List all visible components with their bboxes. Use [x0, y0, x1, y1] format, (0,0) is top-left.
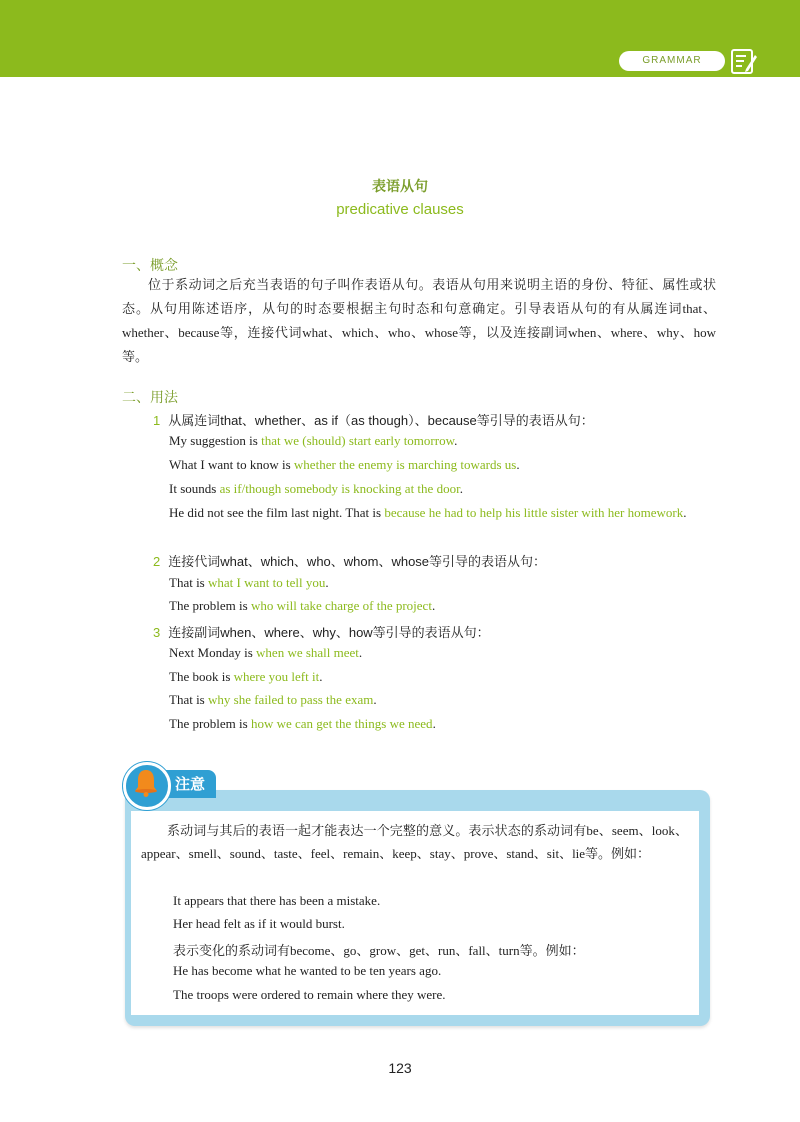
example-sentence: The book is where you left it.	[169, 669, 323, 684]
page-number: 123	[388, 1060, 412, 1076]
note-line: 表示变化的系动词有become、go、grow、get、run、fall、turn等。例如：	[173, 943, 585, 958]
example-sentence: He did not see the film last night. That is because he had to help his little sister with her homework.	[169, 505, 687, 520]
notepad-pencil-icon	[730, 47, 758, 75]
group-number: 1	[153, 413, 161, 428]
usage-group-3-title: 3 连接副词when、where、why、how等引导的表语从句：	[153, 625, 490, 640]
page-subtitle: predicative clauses	[336, 201, 464, 218]
example-sentence: That is what I want to tell you.	[169, 575, 329, 590]
note-line: It appears that there has been a mistake.	[173, 893, 381, 908]
usage-group-1-title: 1 从属连词that、whether、as if（as though）、because等引导的表语从句：	[153, 413, 594, 428]
note-label: 注意	[175, 775, 206, 793]
bell-icon	[132, 768, 160, 798]
note-line: Her head felt as if it would burst.	[173, 916, 345, 931]
usage-group-2-title: 2 连接代词what、which、who、whom、whose等引导的表语从句：	[153, 554, 547, 569]
note-line: He has become what he wanted to be ten years ago.	[173, 963, 442, 978]
example-sentence: What I want to know is whether the enemy is marching towards us.	[169, 457, 520, 472]
example-sentence: That is why she failed to pass the exam.	[169, 692, 377, 707]
concept-heading: 一、概念	[122, 258, 178, 274]
usage-heading: 二、用法	[122, 390, 178, 406]
example-sentence: Next Monday is when we shall meet.	[169, 645, 363, 660]
concept-paragraph: 位于系动词之后充当表语的句子叫作表语从句。表语从句用来说明主语的身份、特征、属性或状态。从句用陈述语序，从句的时态要根据主句时态和句意确定。引导表语从句的有从属连词that、whether、because等，连接代词what、which、who、whose等，以及连接副词when、where、why、how等。	[122, 277, 716, 364]
note-intro: 系动词与其后的表语一起才能表达一个完整的意义。表示状态的系动词有be、seem、look、 appear、smell、sound、taste、feel、remain、keep、stay、prove、stand、sit、lie等。例如：	[141, 823, 688, 861]
example-sentence: The problem is how we can get the things we need.	[169, 716, 436, 731]
example-sentence: It sounds as if/though somebody is knocking at the door.	[169, 481, 463, 496]
group-number: 3	[153, 625, 161, 640]
section-tab: GRAMMAR	[619, 51, 725, 71]
group-number: 2	[153, 554, 161, 569]
example-sentence: My suggestion is that we (should) start early tomorrow.	[169, 433, 458, 448]
page-title: 表语从句	[372, 179, 428, 195]
note-line: The troops were ordered to remain where they were.	[173, 987, 446, 1002]
example-sentence: The problem is who will take charge of the project.	[169, 598, 436, 613]
